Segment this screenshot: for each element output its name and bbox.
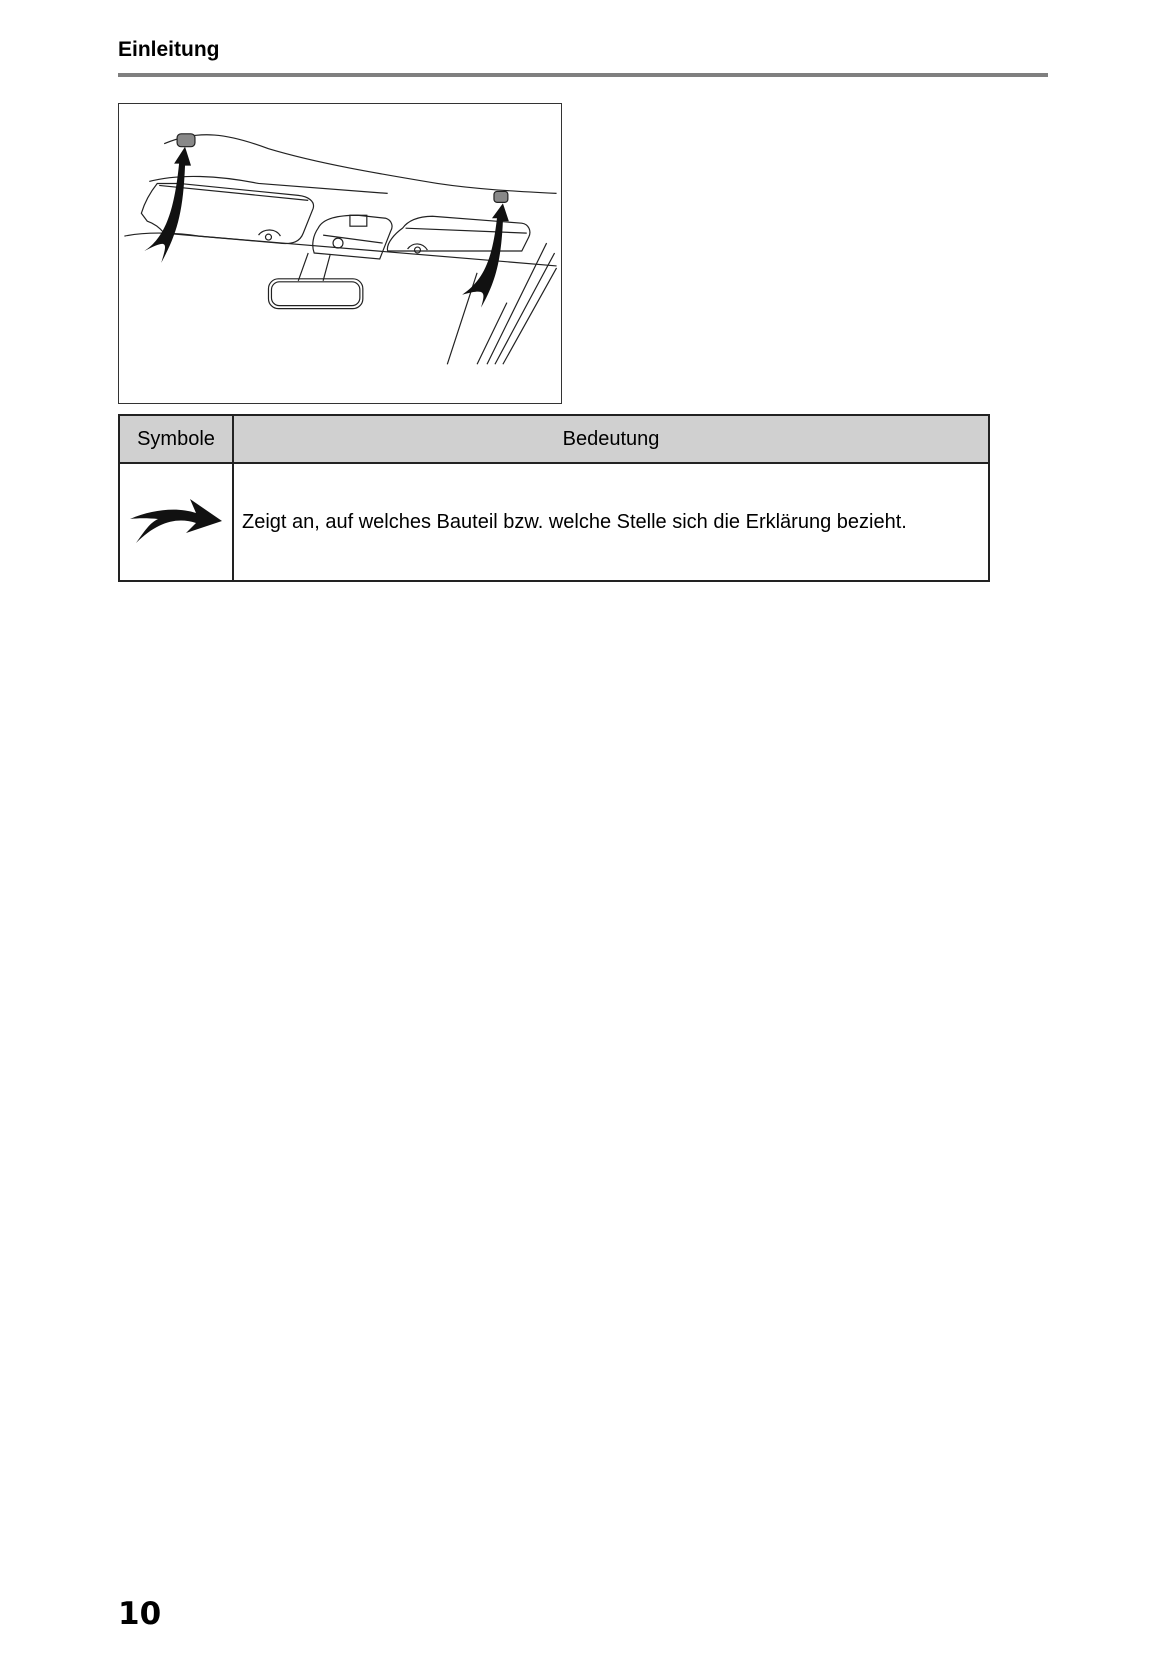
symbol-table [118,414,990,582]
column-header-meaning: Bedeutung [233,415,989,463]
page-number: 10 [118,1596,162,1632]
header-divider [118,73,1048,77]
symbol-cell [119,463,233,581]
table-header-row [119,415,989,463]
section-title: Einleitung [118,38,220,61]
table-row [119,463,989,581]
curved-pointer-arrow-icon [128,530,224,552]
headliner-illustration [118,103,562,404]
meaning-cell: Zeigt an, auf welches Bauteil bzw. welche Stelle sich die Erklärung bezieht. [233,463,989,581]
column-header-symbol: Symbole [119,415,233,463]
